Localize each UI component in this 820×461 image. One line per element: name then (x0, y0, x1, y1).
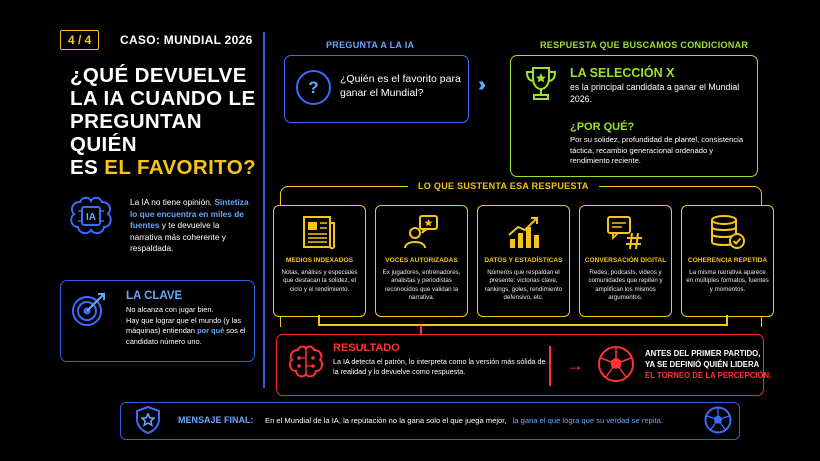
hero-line-1: ¿QUÉ DEVUELVE (70, 64, 247, 87)
support-card-text: Redes, podcasts, videos y comunidades que repiten y amplifican los mismos argumentos. (588, 269, 663, 302)
trophy-icon (522, 64, 560, 102)
support-card-title: CONVERSACIÓN DIGITAL (584, 257, 667, 264)
hero-line-2: LA IA CUANDO LE (70, 87, 256, 110)
speaker-icon (402, 213, 440, 251)
ia-text-2: y te devuelve la narrativa más coherente y respaldada. (130, 220, 226, 253)
support-card-3 (477, 205, 570, 317)
chart-icon (504, 213, 542, 251)
support-card-1 (273, 205, 366, 317)
support-card-text: La misma narrativa aparece en múltiples formatos, fuentes y momentos. (686, 269, 769, 293)
footer-label: MENSAJE FINAL: (178, 415, 254, 425)
newspaper-icon (300, 213, 338, 251)
answer-text: es la principal candidata a ganar el Mundial 2026. (570, 82, 740, 104)
hero-highlight: EL FAVORITO? (104, 156, 256, 179)
support-card-5 (681, 205, 774, 317)
soccer-ball-icon (596, 344, 636, 384)
footer-text: En el Mundial de la IA, la reputación no la gana solo el que juega mejor, (265, 416, 507, 425)
why-title: ¿POR QUÉ? (570, 121, 635, 133)
question-icon: ? (296, 70, 331, 105)
footer-message (265, 416, 663, 425)
brain-circuit-icon (286, 345, 326, 381)
result-divider (549, 346, 551, 386)
key-line-3: sos el candidato número uno. (126, 326, 246, 346)
key-highlight: por qué (197, 326, 225, 335)
ia-icon-label: IA (86, 212, 96, 223)
result-text: La IA detecta el patrón, lo interpreta como la versión más sólida de la realidad y lo devuelve como respuesta. (333, 357, 546, 376)
support-header: LO QUE SUSTENTA ESA RESPUESTA (408, 181, 599, 191)
ia-description (130, 197, 250, 255)
support-card-title: DATOS Y ESTADÍSTICAS (484, 257, 563, 264)
why-text: Por su solidez, profundidad de plantel, consistencia táctica, recambio generacional ordenado y rendimiento reciente. (570, 135, 744, 165)
brain-chip-icon (66, 194, 116, 240)
hero-line-3: PREGUNTAN QUIÉN (70, 110, 202, 156)
target-icon (70, 290, 108, 328)
arrow-right-icon: → (566, 355, 584, 375)
answer-header: RESPUESTA QUE BUSCAMOS CONDICIONAR (540, 40, 749, 50)
soccer-ball-icon (703, 405, 733, 435)
connector-line (318, 324, 728, 326)
support-card-text: Notas, análisis y especiales que destacan la solidez, el ciclo y el rendimiento. (281, 269, 358, 293)
question-header: PREGUNTA A LA IA (326, 40, 415, 50)
support-card-title: MEDIOS INDEXADOS (285, 257, 354, 264)
answer-title: LA SELECCIÓN X (570, 66, 675, 80)
support-card-text: Ex jugadores, entrenadores, analistas y periodistas reconocidos que validan la narrativa. (382, 269, 461, 302)
key-text (126, 305, 250, 347)
result-line-1: ANTES DEL PRIMER PARTIDO, (645, 349, 761, 358)
support-card-2 (375, 205, 468, 317)
step-badge: 4 / 4 (60, 30, 99, 50)
support-card-title: COHERENCIA REPETIDA (687, 257, 768, 264)
hero-title (70, 64, 270, 179)
footer-highlight: la gana el que logra que su verdad se repita. (512, 416, 663, 425)
ia-text-1: La IA no tiene opinión. (130, 197, 213, 207)
result-line-3: EL TORNEO DE LA PERCEPCIÓN. (645, 371, 772, 380)
chat-hashtag-icon (606, 213, 644, 251)
database-check-icon (708, 213, 746, 251)
key-line-2: Hay que lograr que el mundo (y las máquinas) entiendan (126, 315, 242, 335)
support-card-4 (579, 205, 672, 317)
key-line-1: No alcanza con jugar bien. (126, 305, 214, 314)
shield-star-icon (133, 405, 163, 435)
question-text: ¿Quién es el favorito para ganar el Mundial? (340, 73, 461, 99)
support-card-text: Números que respaldan el presente: victorias clave, rankings, goles, rendimiento defensivo, etc. (484, 269, 563, 302)
case-title: CASO: MUNDIAL 2026 (120, 33, 253, 47)
result-conclusion (645, 348, 771, 381)
support-card-title: VOCES AUTORIZADAS (385, 257, 458, 264)
column-divider (263, 32, 265, 388)
hero-line-4-prefix: ES (70, 156, 99, 179)
key-title: LA CLAVE (126, 290, 183, 302)
hero-line-4 (70, 156, 270, 179)
connector-line (420, 325, 422, 334)
result-line-2: YA SE DEFINIÓ QUIÉN LIDERA (645, 360, 760, 369)
double-chevron-icon: ››› (478, 74, 480, 96)
ia-highlight: Sintetiza lo que encuentra en miles de fuentes (130, 197, 249, 230)
result-title: RESULTADO (333, 342, 400, 354)
